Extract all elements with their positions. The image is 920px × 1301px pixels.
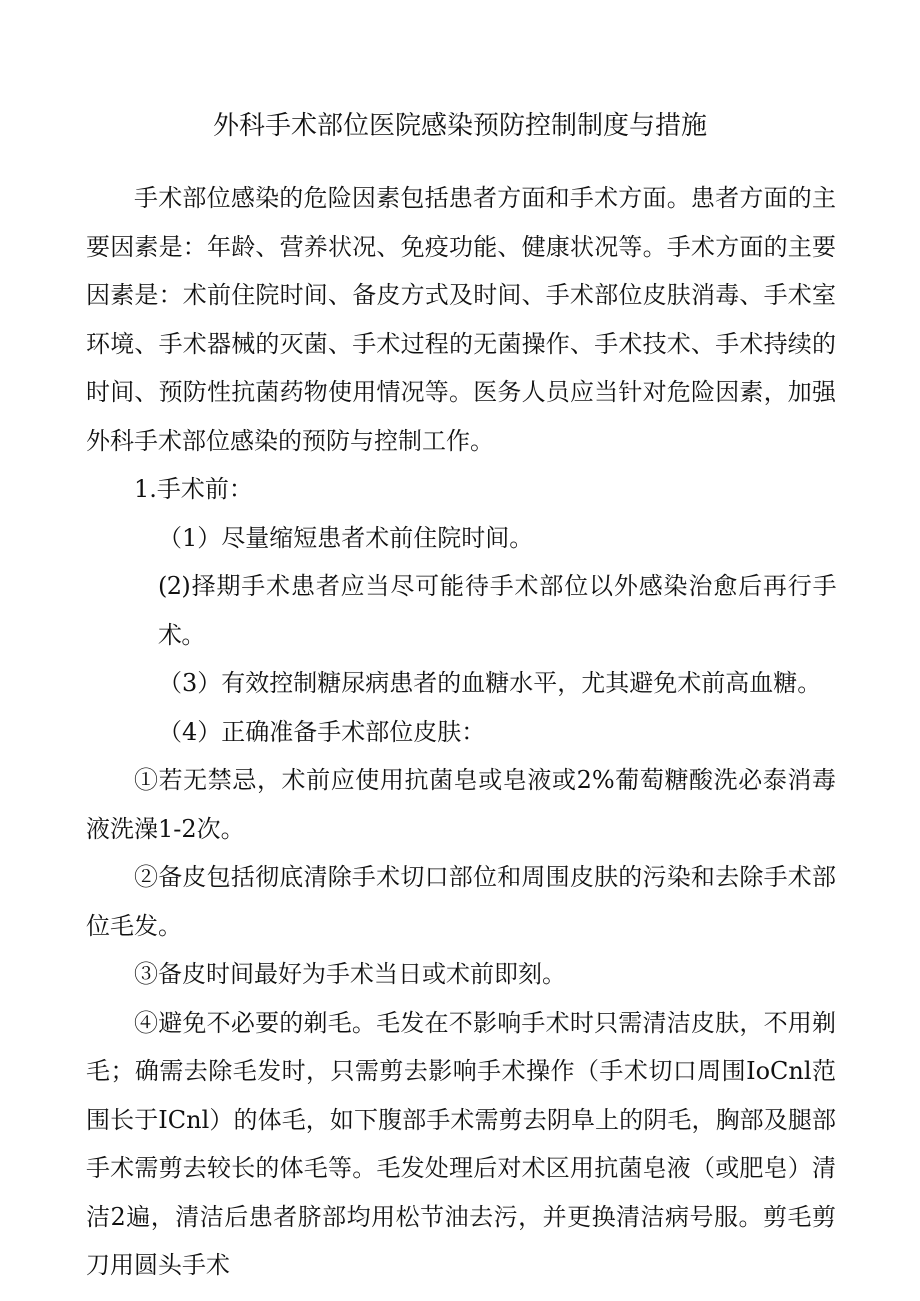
list-item-1: （1）尽量缩短患者术前住院时间。	[158, 523, 534, 552]
sub-item-1: ①若无禁忌，术前应使用抗菌皂或皂液或2%葡萄糖酸洗必泰消毒液洗澡1-2次。	[86, 766, 836, 843]
sub-item-3: ③备皮时间最好为手术当日或术前即刻。	[134, 960, 566, 988]
sub-item-4: ④避免不必要的剃毛。毛发在不影响手术时只需清洁皮肤，不用剃毛；确需去除毛发时，只需剪去影响手术操作（手术切口周围IoCnl范围长于ICnl）的体毛，如下腹部手术需剪去阴阜上的阴毛，胸部及腿部手术需剪去较长的体毛等。毛发处理后对术区用抗菌皂液（或肥皂）清洁2遍，清洁后患者脐部均用松节油去污，并更换清洁病号服。剪毛剪刀用圆头手术	[86, 1008, 836, 1279]
list-item-2: (2)择期手术患者应当尽可能待手术部位以外感染治愈后再行手术。	[158, 572, 836, 649]
section-heading-preoperative: 1.手术前：	[134, 475, 253, 503]
list-item-4: （4）正确准备手术部位皮肤：	[158, 717, 486, 746]
paragraph-risk-factors: 手术部位感染的危险因素包括患者方面和手术方面。患者方面的主要因素是：年龄、营养状况、免疫功能、健康状况等。手术方面的主要因素是：术前住院时间、备皮方式及时间、手术部位皮肤消毒、手术室环境、手术器械的灭菌、手术过程的无菌操作、手术技术、手术持续的时间、预防性抗菌药物使用情况等。医务人员应当针对危险因素，加强外科手术部位感染的预防与控制工作。	[86, 184, 836, 455]
list-item-3: （3）有效控制糖尿病患者的血糖水平，尤其避免术前高血糖。	[158, 669, 822, 697]
sub-item-2: ②备皮包括彻底清除手术切口部位和周围皮肤的污染和去除手术部位毛发。	[86, 863, 836, 940]
document-body	[86, 174, 836, 1290]
document-title: 外科手术部位医院感染预防控制制度与措施	[212, 111, 707, 141]
